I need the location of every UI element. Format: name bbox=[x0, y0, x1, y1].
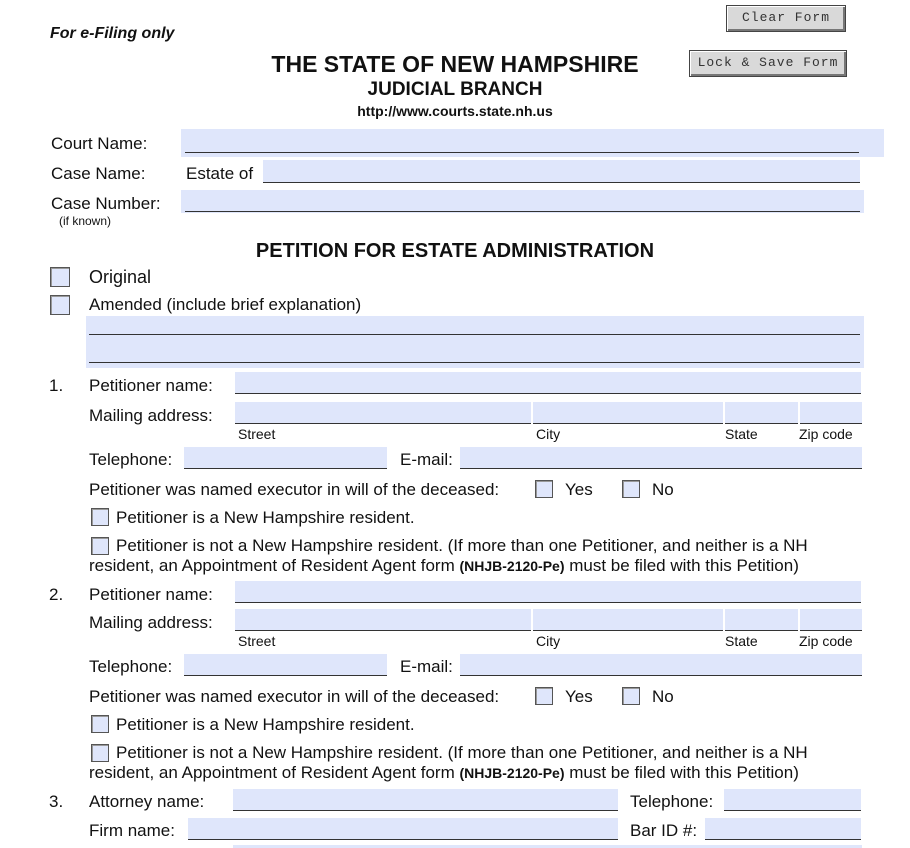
zip-caption: Zip code bbox=[799, 633, 853, 649]
branch-title: JUDICIAL BRANCH bbox=[367, 79, 543, 100]
bar-id-field[interactable] bbox=[705, 818, 861, 840]
street-caption: Street bbox=[238, 426, 276, 442]
petitioner1-nonresident-line1: Petitioner is not a New Hampshire resident. (If more than one Petitioner, and neither is a NH bbox=[116, 536, 808, 555]
petitioner2-nonresident-checkbox[interactable] bbox=[91, 744, 109, 762]
case-name-label: Case Name: bbox=[51, 164, 146, 183]
petitioner2-nonresident-line2 bbox=[89, 763, 799, 783]
form-title: PETITION FOR ESTATE ADMINISTRATION bbox=[255, 240, 655, 262]
if-known-note: (if known) bbox=[59, 214, 112, 228]
petitioner2-resident-checkbox[interactable] bbox=[91, 715, 109, 733]
must-be-filed-text: must be filed with this Petition) bbox=[569, 556, 799, 575]
petitioner2-state-field[interactable] bbox=[725, 609, 798, 631]
yes-label: Yes bbox=[565, 480, 593, 499]
section-2-number: 2. bbox=[49, 585, 64, 604]
resident-agent-form-code: (NHJB-2120-Pe) bbox=[459, 558, 565, 574]
state-caption: State bbox=[725, 633, 758, 649]
petitioner1-city-field[interactable] bbox=[533, 402, 723, 424]
state-caption: State bbox=[725, 426, 758, 442]
case-number-field[interactable] bbox=[181, 190, 864, 213]
case-number-label: Case Number: bbox=[51, 194, 161, 213]
attorney-name-field[interactable] bbox=[233, 789, 618, 811]
petitioner2-phone-label: Telephone: bbox=[89, 657, 173, 676]
petitioner1-executor-yes-checkbox[interactable] bbox=[535, 480, 553, 498]
petitioner1-nonresident-checkbox[interactable] bbox=[91, 537, 109, 555]
petitioner1-email-field[interactable] bbox=[460, 447, 862, 469]
petitioner2-nonresident-line1: Petitioner is not a New Hampshire resident. (If more than one Petitioner, and neither is a NH bbox=[116, 743, 808, 762]
case-name-field[interactable] bbox=[263, 160, 860, 183]
petitioner2-resident-label: Petitioner is a New Hampshire resident. bbox=[116, 715, 415, 734]
estate-of-label: Estate of bbox=[186, 164, 254, 183]
city-caption: City bbox=[536, 633, 561, 649]
yes-label: Yes bbox=[565, 687, 593, 706]
petitioner1-name-label: Petitioner name: bbox=[89, 376, 213, 395]
amended-label: Amended (include brief explanation) bbox=[89, 295, 362, 314]
petitioner1-zip-field[interactable] bbox=[800, 402, 862, 424]
petitioner2-city-field[interactable] bbox=[533, 609, 723, 631]
zip-caption: Zip code bbox=[799, 426, 853, 442]
amended-checkbox[interactable] bbox=[50, 295, 70, 315]
petitioner1-executor-no-checkbox[interactable] bbox=[622, 480, 640, 498]
petitioner2-name-label: Petitioner name: bbox=[89, 585, 213, 604]
no-label: No bbox=[652, 687, 674, 706]
petitioner2-phone-field[interactable] bbox=[184, 654, 387, 676]
petitioner2-executor-label: Petitioner was named executor in will of the deceased: bbox=[89, 687, 500, 706]
petitioner1-nonresident-line2 bbox=[89, 556, 799, 576]
bar-id-label: Bar ID #: bbox=[630, 821, 698, 840]
firm-name-label: Firm name: bbox=[89, 821, 175, 840]
petitioner1-phone-label: Telephone: bbox=[89, 450, 173, 469]
section-1-number: 1. bbox=[49, 376, 64, 395]
petitioner1-name-field[interactable] bbox=[235, 372, 861, 394]
state-title: THE STATE OF NEW HAMPSHIRE bbox=[271, 51, 639, 77]
original-checkbox[interactable] bbox=[50, 267, 70, 287]
petitioner2-address-label: Mailing address: bbox=[89, 613, 213, 632]
petitioner2-executor-yes-checkbox[interactable] bbox=[535, 687, 553, 705]
petitioner1-street-field[interactable] bbox=[235, 402, 531, 424]
amended-explanation-field[interactable] bbox=[86, 316, 864, 368]
court-url[interactable]: http://www.courts.state.nh.us bbox=[357, 103, 553, 119]
petitioner2-street-field[interactable] bbox=[235, 609, 531, 631]
petitioner2-zip-field[interactable] bbox=[800, 609, 862, 631]
resident-agent-form-code: (NHJB-2120-Pe) bbox=[459, 765, 565, 781]
must-be-filed-text: must be filed with this Petition) bbox=[569, 763, 799, 782]
petitioner1-executor-label: Petitioner was named executor in will of the deceased: bbox=[89, 480, 500, 499]
petitioner2-executor-no-checkbox[interactable] bbox=[622, 687, 640, 705]
efiling-note: For e-Filing only bbox=[50, 25, 175, 42]
petitioner2-name-field[interactable] bbox=[235, 581, 861, 603]
attorney-phone-label: Telephone: bbox=[630, 792, 714, 811]
court-name-label: Court Name: bbox=[51, 134, 148, 153]
petitioner2-email-label: E-mail: bbox=[400, 657, 453, 676]
attorney-name-label: Attorney name: bbox=[89, 792, 205, 811]
attorney-phone-field[interactable] bbox=[724, 789, 861, 811]
petitioner1-state-field[interactable] bbox=[725, 402, 798, 424]
original-label: Original bbox=[89, 267, 152, 287]
petitioner1-resident-checkbox[interactable] bbox=[91, 508, 109, 526]
petitioner1-address-label: Mailing address: bbox=[89, 406, 213, 425]
street-caption: Street bbox=[238, 633, 276, 649]
petitioner1-phone-field[interactable] bbox=[184, 447, 387, 469]
no-label: No bbox=[652, 480, 674, 499]
petitioner2-email-field[interactable] bbox=[460, 654, 862, 676]
city-caption: City bbox=[536, 426, 561, 442]
court-name-field[interactable] bbox=[181, 129, 884, 157]
lock-save-form-button[interactable]: Lock & Save Form bbox=[689, 50, 847, 77]
petitioner1-resident-label: Petitioner is a New Hampshire resident. bbox=[116, 508, 415, 527]
resident-agent-text: resident, an Appointment of Resident Agent form bbox=[89, 556, 455, 575]
firm-name-field[interactable] bbox=[188, 818, 618, 840]
petitioner1-email-label: E-mail: bbox=[400, 450, 453, 469]
section-3-number: 3. bbox=[49, 792, 64, 811]
clear-form-button[interactable]: Clear Form bbox=[726, 5, 846, 32]
resident-agent-text: resident, an Appointment of Resident Agent form bbox=[89, 763, 455, 782]
